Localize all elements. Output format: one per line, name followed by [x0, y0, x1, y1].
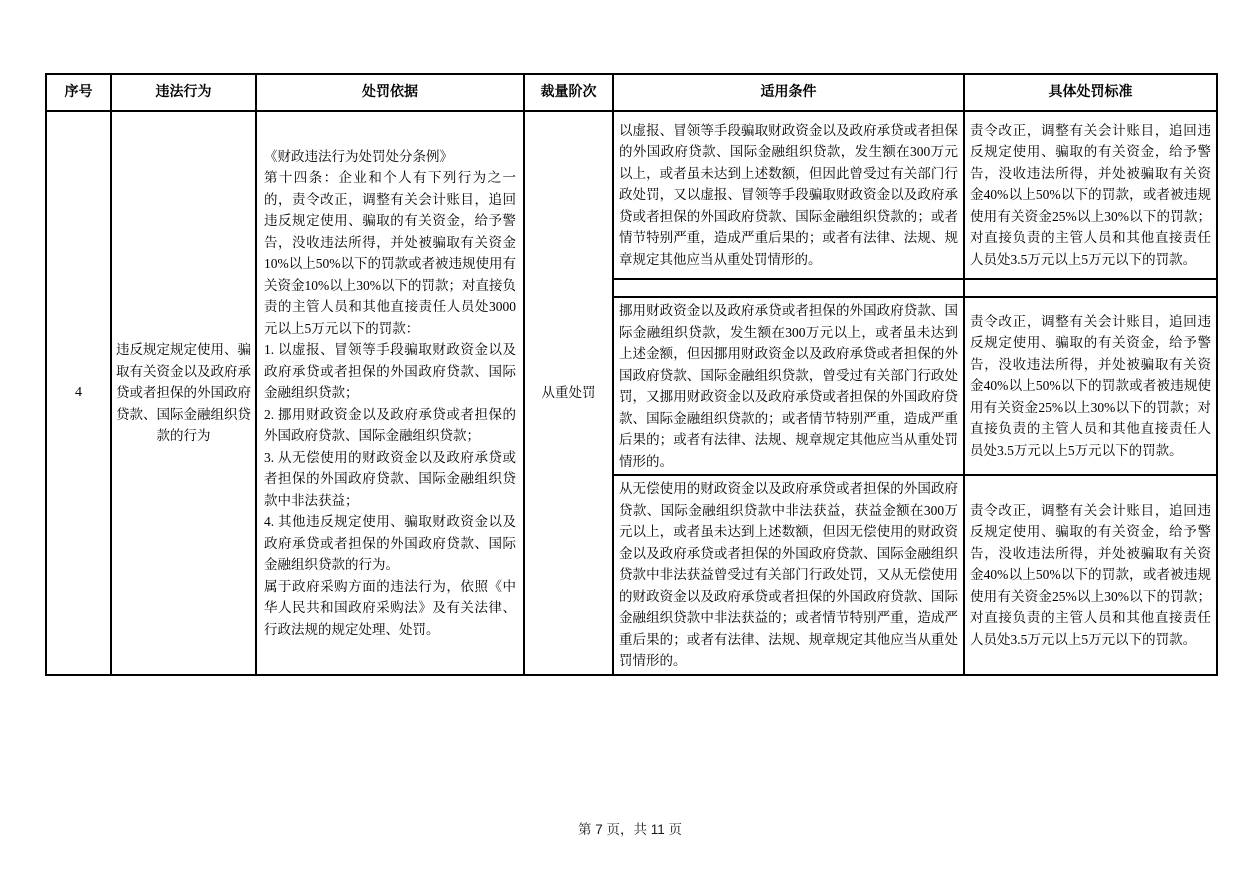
table-row-sub-1	[46, 111, 1217, 279]
basis-paragraph-article: 第十四条：企业和个人有下列行为之一的，责令改正，调整有关会计账目，追回违反规定使用、骗取的有关资金，给予警告，没收违法所得，并处被骗取有关资金10%以上50%以下的罚款或者被违规使用有关资金10%以上30%以下的罚款；对直接负责的主管人员和其他直接责任人员处3000元以上5万元以下的罚款：	[264, 170, 516, 336]
basis-paragraph-item-1: 1. 以虚报、冒领等手段骗取财政资金以及政府承贷或者担保的外国政府贷款、国际金融组织贷款；	[264, 342, 516, 400]
page-footer: 第 7 页，共 11 页	[577, 822, 683, 837]
cell-condition-3: 从无偿使用的财政资金以及政府承贷或者担保的外国政府贷款、国际金融组织贷款中非法获益，获益金额在300万元以上，或者虽未达到上述数额，但因无偿使用的财政资金以及政府承贷或者担保的外国政府贷款、国际金融组织贷款中非法获益曾受过有关部门行政处罚，又从无偿使用的财政资金以及政府承贷或者担保的外国政府贷款、国际金融组织贷款中非法获益的；或者情节特别严重，造成严重后果的；或者有法律、法规、规章规定其他应当从重处罚情形的。	[613, 475, 964, 675]
cell-standard-1: 责令改正，调整有关会计账目，追回违反规定使用、骗取的有关资金，给予警告，没收违法所得，并处被骗取有关资金40%以上50%以下的罚款，或者被违规使用有关资金25%以上30%以下的罚款；对直接负责的主管人员和其他直接责任人员处3.5万元以上5万元以下的罚款。	[964, 111, 1217, 279]
basis-paragraph-procurement: 属于政府采购方面的违法行为，依照《中华人民共和国政府采购法》及有关法律、行政法规的规定处理、处罚。	[264, 578, 516, 637]
basis-paragraph-item-4: 4. 其他违反规定使用、骗取财政资金以及政府承贷或者担保的外国政府贷款、国际金融组织贷款的行为。	[264, 514, 516, 572]
cell-condition-1: 以虚报、冒领等手段骗取财政资金以及政府承贷或者担保的外国政府贷款、国际金融组织贷款，发生额在300万元以上，或者虽未达到上述数额，但因此曾受过有关部门行政处罚，又以虚报、冒领等手段骗取财政资金以及政府承贷或者担保的外国政府贷款、国际金融组织贷款的；或者情节特别严重，造成严重后果的；或者有法律、法规、规章规定其他应当从重处罚情形的。	[613, 111, 964, 279]
cell-condition-2: 挪用财政资金以及政府承贷或者担保的外国政府贷款、国际金融组织贷款，发生额在300万元以上，或者虽未达到上述金额，但因挪用财政资金以及政府承贷或者担保的外国政府贷款、国际金融组织贷款，曾受过有关部门行政处罚，又挪用财政资金以及政府承贷或者担保的外国政府贷款、国际金融组织贷款的；或者情节特别严重，造成严重后果的；或者有法律、法规、规章规定其他应当从重处罚情形的。	[613, 297, 964, 475]
cell-illegal-behavior: 违反规定规定使用、骗取有关资金以及政府承贷或者担保的外国政府贷款、国际金融组织贷款的行为	[111, 111, 256, 675]
spacer-cell-standard	[964, 279, 1217, 297]
cell-standard-2: 责令改正，调整有关会计账目，追回违反规定使用、骗取的有关资金，给予警告，没收违法所得，并处被骗取有关资金40%以上50%以下的罚款或者被违规使用有关资金25%以上30%以下的罚款；对直接负责的主管人员和其他直接责任人员处3.5万元以上5万元以下的罚款。	[964, 297, 1217, 475]
basis-paragraph-title: 《财政违法行为处罚处分条例》	[264, 148, 453, 164]
header-seq: 序号	[46, 74, 111, 111]
header-penalty-standard: 具体处罚标准	[964, 74, 1217, 111]
cell-discretion-level: 从重处罚	[524, 111, 613, 675]
cell-seq-number: 4	[46, 111, 111, 675]
header-penalty-basis: 处罚依据	[256, 74, 524, 111]
spacer-cell-condition	[613, 279, 964, 297]
basis-paragraph-item-2: 2. 挪用财政资金以及政府承贷或者担保的外国政府贷款、国际金融组织贷款；	[264, 406, 516, 443]
cell-penalty-basis	[256, 111, 524, 675]
header-illegal-behavior: 违法行为	[111, 74, 256, 111]
penalty-table	[45, 73, 1218, 676]
cell-standard-3: 责令改正，调整有关会计账目，追回违反规定使用、骗取的有关资金，给予警告，没收违法所得，并处被骗取有关资金40%以上50%以下的罚款，或者被违规使用有关资金25%以上30%以下的罚款；对直接负责的主管人员和其他直接责任人员处3.5万元以上5万元以下的罚款。	[964, 475, 1217, 675]
basis-paragraph-item-3: 3. 从无偿使用的财政资金以及政府承贷或者担保的外国政府贷款、国际金融组织贷款中非法获益；	[264, 449, 516, 508]
header-applicable-conditions: 适用条件	[613, 74, 964, 111]
table-header-row	[46, 74, 1217, 111]
header-discretion-level: 裁量阶次	[524, 74, 613, 111]
